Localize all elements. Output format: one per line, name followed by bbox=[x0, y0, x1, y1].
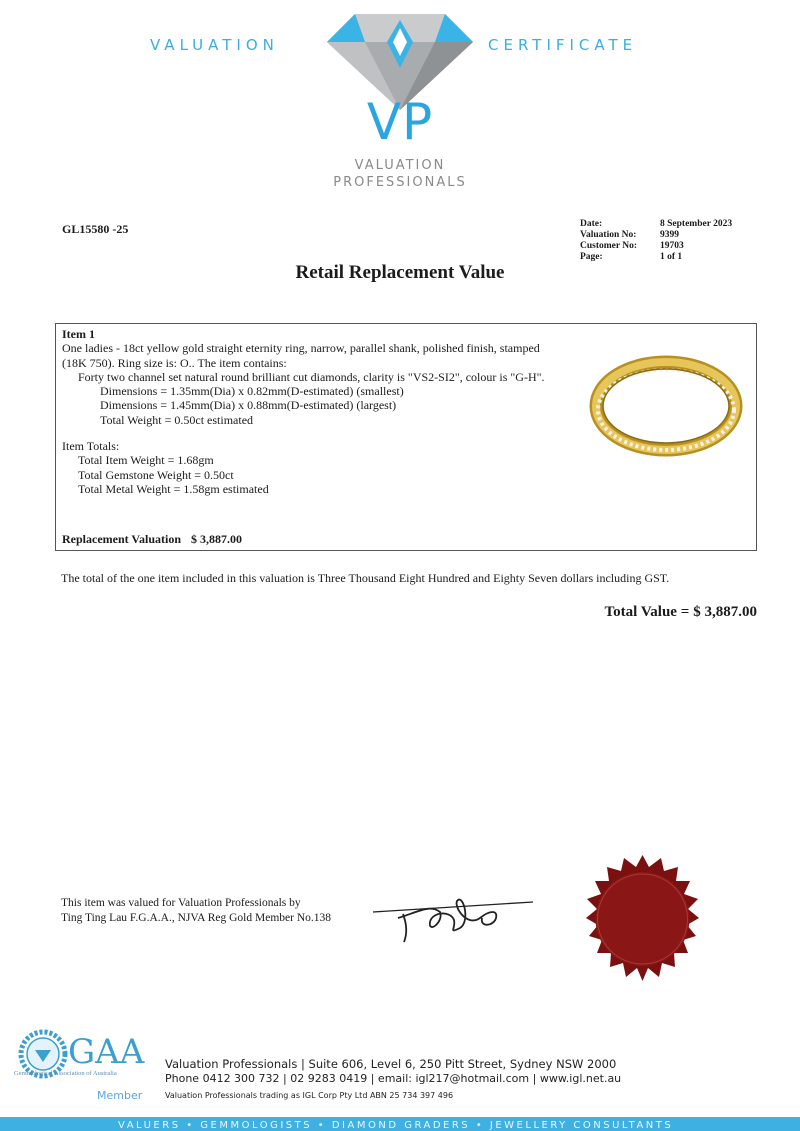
total-value-label: Total Value = bbox=[604, 604, 690, 620]
meta-value: 1 of 1 bbox=[660, 252, 683, 262]
page-title: Retail Replacement Value bbox=[295, 262, 505, 283]
valuer-line-1: This item was valued for Valuation Professionals by bbox=[61, 897, 301, 909]
ring-photo bbox=[576, 336, 752, 476]
meta-value: 9399 bbox=[660, 230, 679, 240]
item-stones: Forty two channel set natural round brilliant cut diamonds, clarity is "VS2-SI2", colour is "G-H". bbox=[78, 369, 545, 384]
item-description: One ladies - 18ct yellow gold straight eternity ring, narrow, parallel shank, polished finish, stamped (18K 750). Ring size is: O.. The item contains: bbox=[62, 341, 540, 370]
meta-label: Page: bbox=[580, 252, 603, 262]
meta-row-valuation-no bbox=[580, 230, 732, 241]
meta-label: Date: bbox=[580, 219, 603, 229]
gaa-member: Member bbox=[97, 1089, 143, 1102]
item-weight: Total Item Weight = 1.68gm bbox=[78, 453, 214, 468]
signature-icon bbox=[368, 882, 538, 952]
meta-label: Customer No: bbox=[580, 241, 638, 251]
item-dimension-large: Dimensions = 1.45mm(Dia) x 0.88mm(D-estimated) (largest) bbox=[100, 398, 397, 413]
gemstone-weight: Total Gemstone Weight = 0.50ct bbox=[78, 467, 234, 482]
meta-value: 8 September 2023 bbox=[660, 219, 733, 229]
gaa-association: Gemmological Association of Australia bbox=[14, 1070, 117, 1077]
valuer-line-2: Ting Ting Lau F.G.A.A., NJVA Reg Gold Member No.138 bbox=[61, 911, 332, 924]
footer-contact: Phone 0412 300 732 | 02 9283 0419 | email: igl217@hotmail.com | www.igl.net.au bbox=[165, 1072, 622, 1085]
red-wax-seal bbox=[575, 853, 710, 988]
total-value-amount: $ 3,887.00 bbox=[693, 604, 757, 620]
document-meta bbox=[580, 219, 732, 263]
meta-row-customer-no bbox=[580, 241, 732, 252]
vp-logo-subtitle-2: PROFESSIONALS bbox=[333, 175, 467, 190]
replacement-valuation-label: Replacement Valuation bbox=[62, 532, 182, 546]
footer-band: VALUERS • GEMMOLOGISTS • DIAMOND GRADERS • JEWELLERY CONSULTANTS bbox=[0, 1117, 800, 1131]
vp-logo-subtitle-1: VALUATION bbox=[354, 158, 446, 173]
vp-logo-letters: VP bbox=[366, 93, 434, 151]
item-box bbox=[55, 323, 757, 551]
replacement-valuation bbox=[62, 532, 252, 547]
footer-abn: Valuation Professionals trading as IGL Corp Pty Ltd ABN 25 734 397 496 bbox=[165, 1091, 454, 1100]
total-value bbox=[601, 604, 757, 621]
meta-label: Valuation No: bbox=[580, 230, 637, 240]
document-reference: GL15580 -25 bbox=[62, 222, 129, 236]
item-dimension-small: Dimensions = 1.35mm(Dia) x 0.82mm(D-estimated) (smallest) bbox=[100, 384, 404, 399]
meta-row-date bbox=[580, 219, 732, 230]
valuation-summary: The total of the one item included in this valuation is Three Thousand Eight Hundred and Eighty Seven dollars including GST. bbox=[61, 571, 670, 585]
header-valuation-word: VALUATION bbox=[150, 36, 279, 54]
item-heading: Item 1 bbox=[62, 327, 95, 341]
replacement-valuation-value: $ 3,887.00 bbox=[191, 532, 243, 546]
meta-value: 19703 bbox=[660, 241, 684, 251]
item-totals-heading: Item Totals: bbox=[62, 439, 120, 454]
metal-weight: Total Metal Weight = 1.58gm estimated bbox=[78, 481, 269, 496]
gaa-name: GAA bbox=[68, 1032, 145, 1072]
item-details bbox=[62, 327, 548, 496]
item-total-weight: Total Weight = 0.50ct estimated bbox=[100, 412, 254, 427]
header-certificate-word: CERTIFICATE bbox=[488, 36, 638, 54]
valuer-statement bbox=[61, 896, 331, 925]
footer-address: Valuation Professionals | Suite 606, Level 6, 250 Pitt Street, Sydney NSW 2000 bbox=[165, 1057, 617, 1071]
